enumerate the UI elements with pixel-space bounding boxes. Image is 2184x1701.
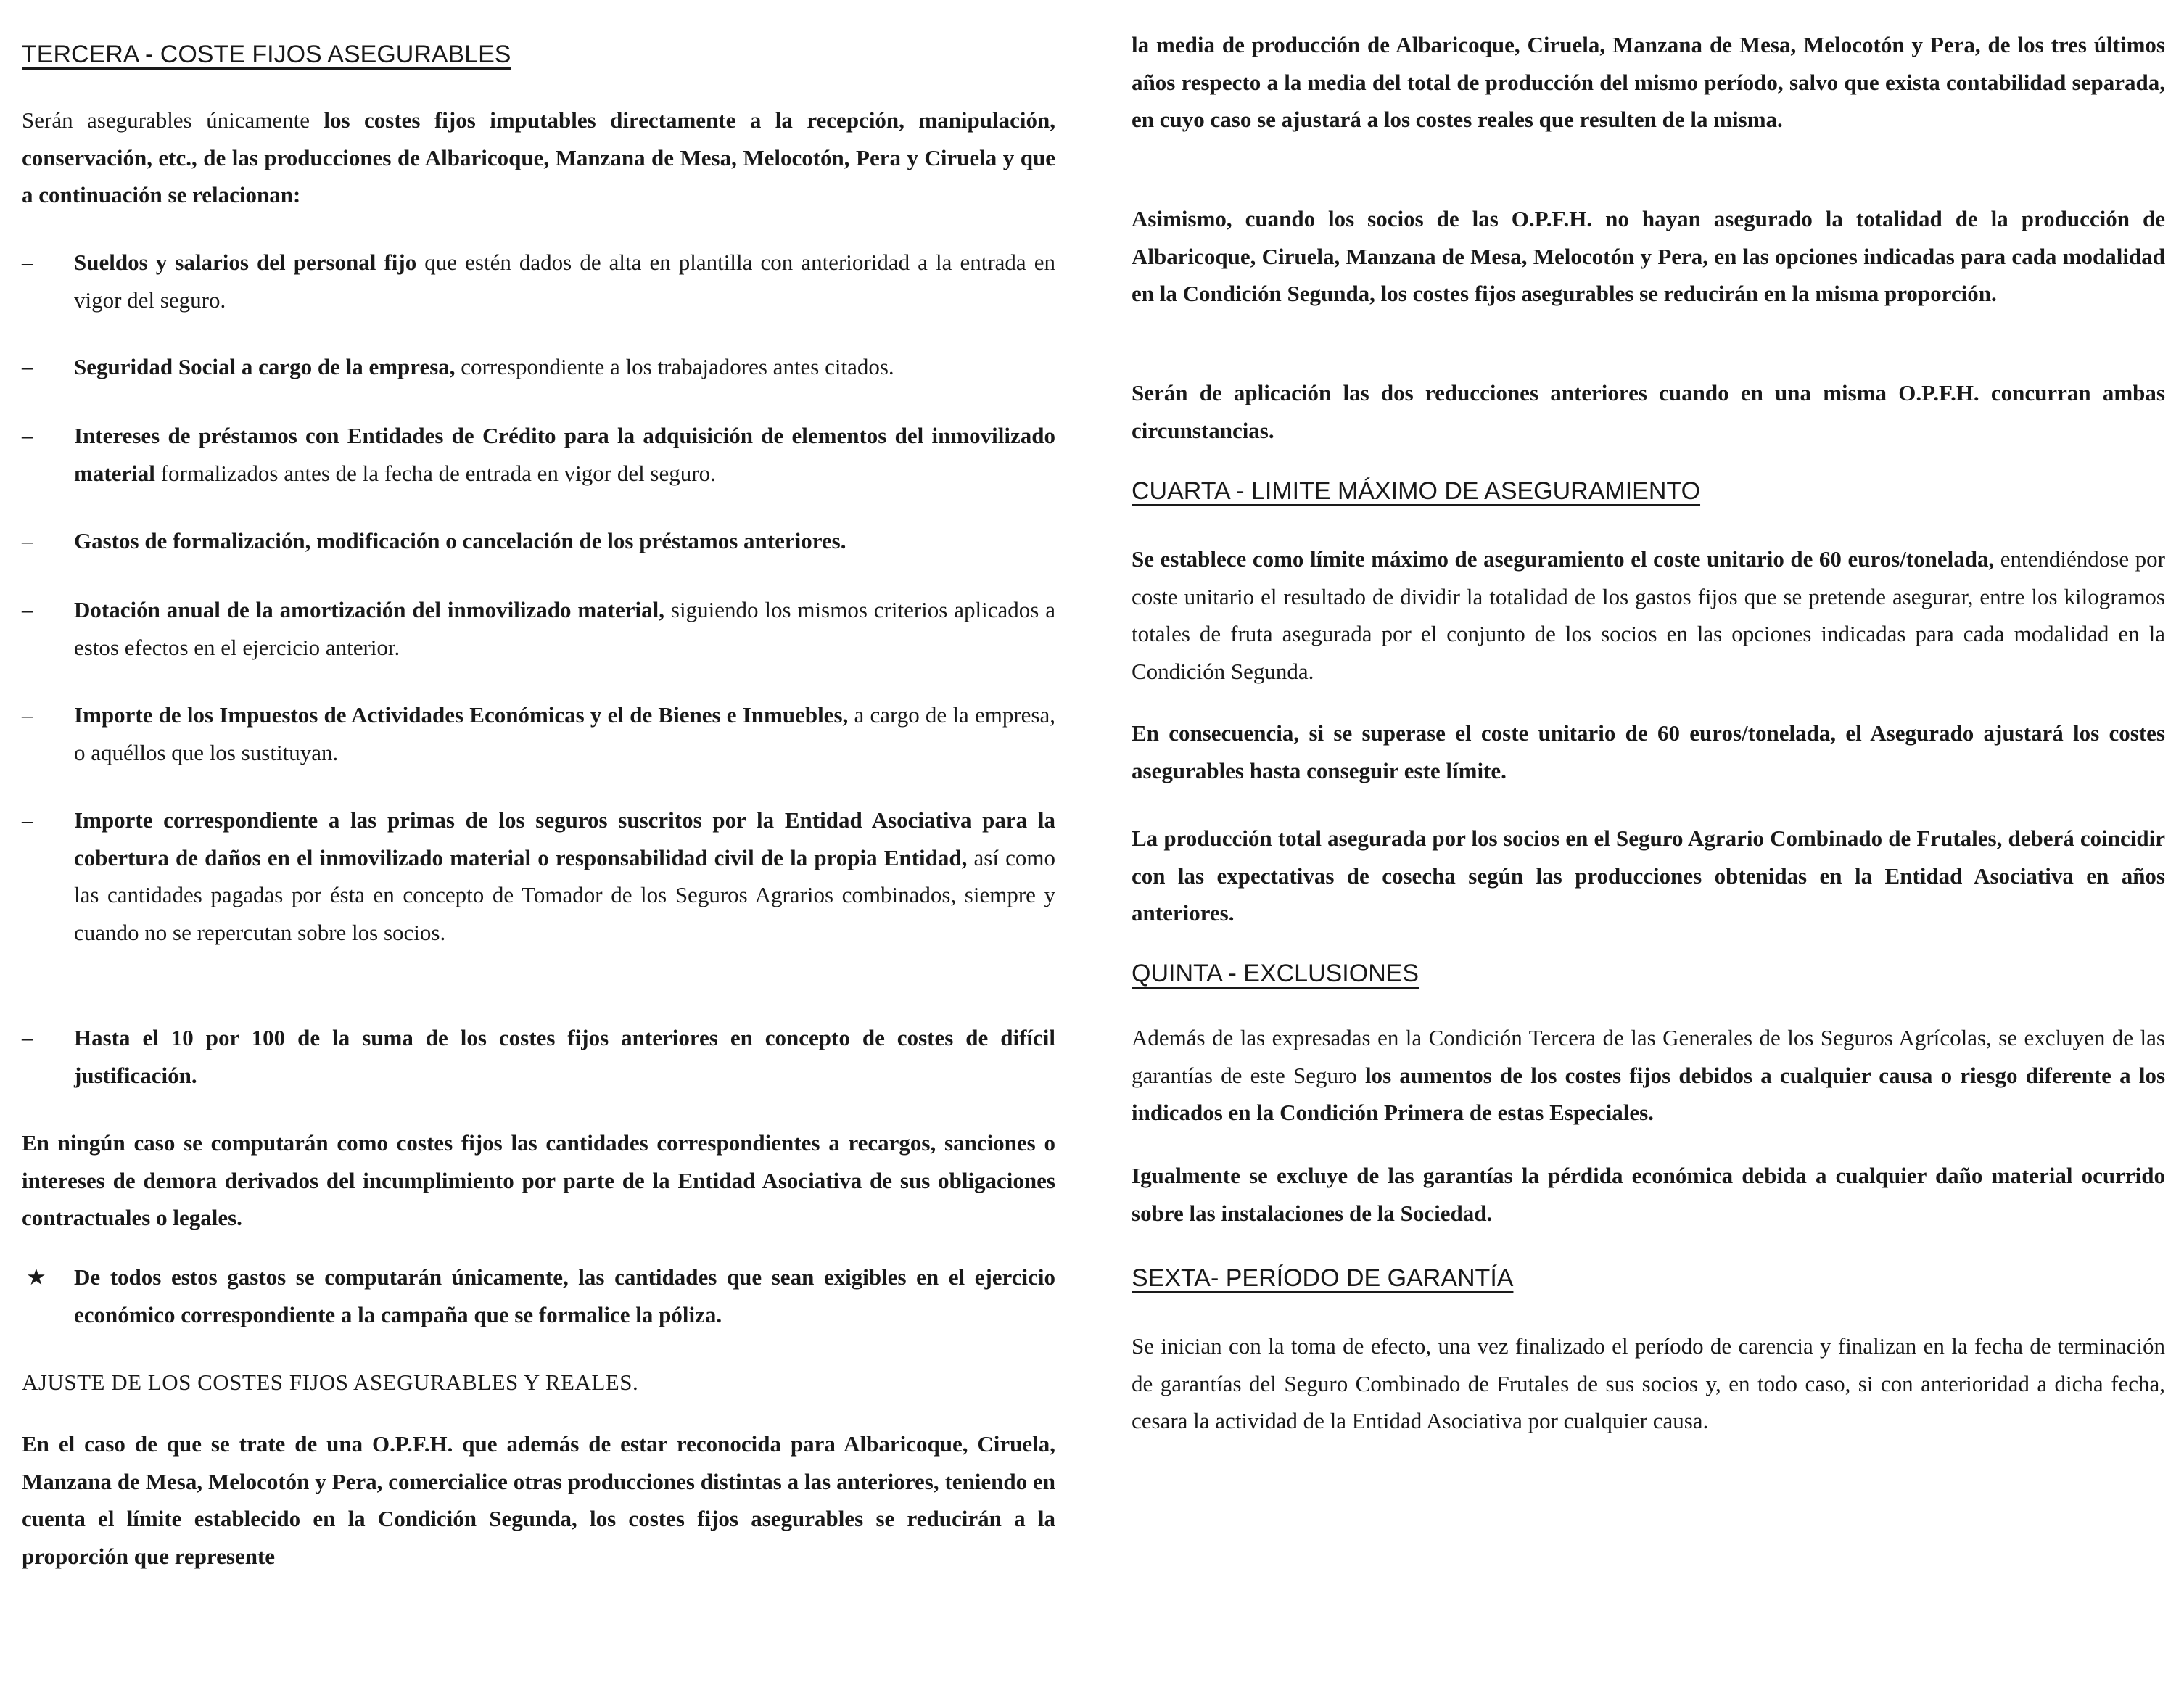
list-item-text: siguiendo los mismos criterios aplicados a estos efectos en el ejercicio anterior. <box>74 597 1055 660</box>
star-bullet-icon: ★ <box>26 1264 46 1290</box>
asimismo-paragraph <box>1132 200 2165 313</box>
list-item <box>22 591 1055 666</box>
aplicacion-text: Serán de aplicación las dos reducciones anteriores cuando en una misma O.P.F.H. concurran ambas circunstancias. <box>1132 380 2165 443</box>
asimismo-text: Asimismo, cuando los socios de las O.P.F.H. no hayan asegurado la totalidad de la producción de Albaricoque, Ciruela, Manzana de Mesa, Melocotón y Pera, en las opciones indicadas para cada modalidad en la Condición Segunda, los costes fijos asegurables se reducirán en la misma proporción. <box>1132 206 2165 306</box>
dash-bullet-icon: – <box>22 528 33 553</box>
heading-cuarta: CUARTA - LIMITE MÁXIMO DE ASEGURAMIENTO <box>1132 477 1701 505</box>
list-item <box>22 1019 1055 1094</box>
ademas-text-bold: los aumentos de los costes fijos debidos a cualquier causa o riesgo diferente a los indicados en la Condición Primera de estas Especiales. <box>1132 1062 2166 1125</box>
produccion-text: La producción total asegurada por los socios en el Seguro Agrario Combinado de Frutales, deberá coincidir con las expectativas de cosecha según las producciones obtenidas en la Entidad Asociativa en años anteriores. <box>1132 825 2165 926</box>
consecuencia-paragraph <box>1132 714 2165 789</box>
list-item <box>22 244 1055 318</box>
heading-sexta: SEXTA- PERÍODO DE GARANTÍA <box>1132 1264 1514 1292</box>
consecuencia-text: En consecuencia, si se superase el coste unitario de 60 euros/tonelada, el Asegurado ajustará los costes asegurables hasta conseguir este límite. <box>1132 720 2165 783</box>
ademas-paragraph <box>1132 1019 2165 1132</box>
list-item-bold: Dotación anual de la amortización del inmovilizado material, <box>74 597 664 622</box>
list-item-bold: Hasta el 10 por 100 de la suma de los costes fijos anteriores en concepto de costes de difícil justificación. <box>74 1025 1055 1088</box>
list-item-bold: Sueldos y salarios del personal fijo <box>74 250 417 275</box>
list-item-text: a cargo de la empresa, o aquéllos que los sustituyan. <box>74 702 1056 765</box>
ademas-text-normal: Además de las expresadas en la Condición Tercera de las Generales de los Seguros Agrícolas, se excluyen de las garantías de este Seguro <box>1132 1025 2165 1088</box>
dash-bullet-icon: – <box>22 597 33 622</box>
dash-bullet-icon: – <box>22 1025 33 1050</box>
dash-bullet-icon: – <box>22 702 33 728</box>
periodo-text: Se inician con la toma de efecto, una vez finalizado el período de carencia y finalizan en la fecha de terminación de garantías del Seguro Combinado de Frutales de sus socios y, en todo caso, si con anterioridad a dicha fecha, cesara la actividad de la Entidad Asociativa por cualquier causa. <box>1132 1333 2165 1433</box>
dash-bullet-icon: – <box>22 250 33 275</box>
list-item <box>22 348 1055 386</box>
ajuste-heading: AJUSTE DE LOS COSTES FIJOS ASEGURABLES Y REALES. <box>22 1370 639 1395</box>
limite-text-normal: entendiéndose por coste unitario el resultado de dividir la totalidad de los gastos fijos que se pretende asegurar, entre los kilogramos totales de fruta asegurada por el conjunto de los socios en las opciones indicadas para cada modalidad en la Condición Segunda. <box>1132 546 2165 684</box>
list-item-bold: Importe de los Impuestos de Actividades Económicas y el de Bienes e Inmuebles, <box>74 702 849 728</box>
igualmente-text: Igualmente se excluye de las garantías la pérdida económica debida a cualquier daño material ocurrido sobre las instalaciones de la Sociedad. <box>1132 1163 2165 1226</box>
list-item-bold: Intereses de préstamos con Entidades de Crédito para la adquisición de elementos del inmovilizado material <box>74 423 1055 486</box>
limite-text-bold: Se establece como límite máximo de aseguramiento el coste unitario de 60 euros/tonelada, <box>1132 546 1995 572</box>
list-item-text: que estén dados de alta en plantilla con anterioridad a la entrada en vigor del seguro. <box>74 250 1055 313</box>
exclusion-text: En ningún caso se computarán como costes fijos las cantidades correspondientes a recargos, sanciones o intereses de demora derivados del incumplimiento por parte de la Entidad Asociativa de sus obligaciones contractuales o legales. <box>22 1130 1055 1230</box>
continuation-text: la media de producción de Albaricoque, Ciruela, Manzana de Mesa, Melocotón y Pera, de los tres últimos años respecto a la media del total de producción del mismo período, salvo que exista contabilidad separada, en cuyo caso se ajustará a los costes reales que resulten de la misma. <box>1132 32 2165 132</box>
list-item-bold: Seguridad Social a cargo de la empresa, <box>74 354 456 379</box>
list-item-text: correspondiente a los trabajadores antes citados. <box>455 354 894 379</box>
list-item <box>22 696 1055 771</box>
ajuste-paragraph <box>22 1425 1055 1575</box>
list-item <box>22 802 1055 951</box>
exclusion-paragraph <box>22 1124 1055 1237</box>
periodo-paragraph <box>1132 1327 2165 1440</box>
ajuste-text: En el caso de que se trate de una O.P.F.H. que además de estar reconocida para Albaricoque, Ciruela, Manzana de Mesa, Melocotón y Pera, comercialice otras producciones distintas a las anteriores, teniendo en cuenta el límite establecido en la Condición Segunda, los costes fijos asegurables se reducirán a la proporción que represente <box>22 1431 1055 1569</box>
dash-bullet-icon: – <box>22 354 33 379</box>
intro-text-bold: los costes fijos imputables directamente a la recepción, manipulación, conservación, etc., de las producciones de Albaricoque, Manzana de Mesa, Melocotón, Pera y Ciruela y que a continuación se relacionan: <box>22 107 1056 207</box>
intro-text-normal: Serán asegurables únicamente <box>22 107 324 133</box>
star-note <box>22 1259 1055 1333</box>
dash-bullet-icon: – <box>22 807 33 833</box>
heading-quinta: QUINTA - EXCLUSIONES <box>1132 960 1419 987</box>
list-item <box>22 417 1055 492</box>
continuation-paragraph <box>1132 26 2165 139</box>
list-item-bold: Gastos de formalización, modificación o cancelación de los préstamos anteriores. <box>74 528 846 553</box>
limite-paragraph <box>1132 540 2165 690</box>
intro-paragraph <box>22 102 1055 214</box>
igualmente-paragraph <box>1132 1157 2165 1232</box>
produccion-paragraph <box>1132 820 2165 932</box>
list-item <box>22 522 1055 560</box>
list-item-text: formalizados antes de la fecha de entrada en vigor del seguro. <box>154 460 716 486</box>
aplicacion-paragraph <box>1132 374 2165 449</box>
star-note-text: De todos estos gastos se computarán únicamente, las cantidades que sean exigibles en el ejercicio económico correspondiente a la campaña que se formalice la póliza. <box>74 1264 1055 1327</box>
list-item-bold: Importe correspondiente a las primas de los seguros suscritos por la Entidad Asociativa para la cobertura de daños en el inmovilizado material o responsabilidad civil de la propia Entidad, <box>74 807 1055 870</box>
dash-bullet-icon: – <box>22 423 33 448</box>
heading-tercera: TERCERA - COSTE FIJOS ASEGURABLES <box>22 41 511 68</box>
list-item-text: así como las cantidades pagadas por ésta en concepto de Tomador de los Seguros Agrarios combinados, siempre y cuando no se repercutan sobre los socios. <box>74 844 1055 945</box>
